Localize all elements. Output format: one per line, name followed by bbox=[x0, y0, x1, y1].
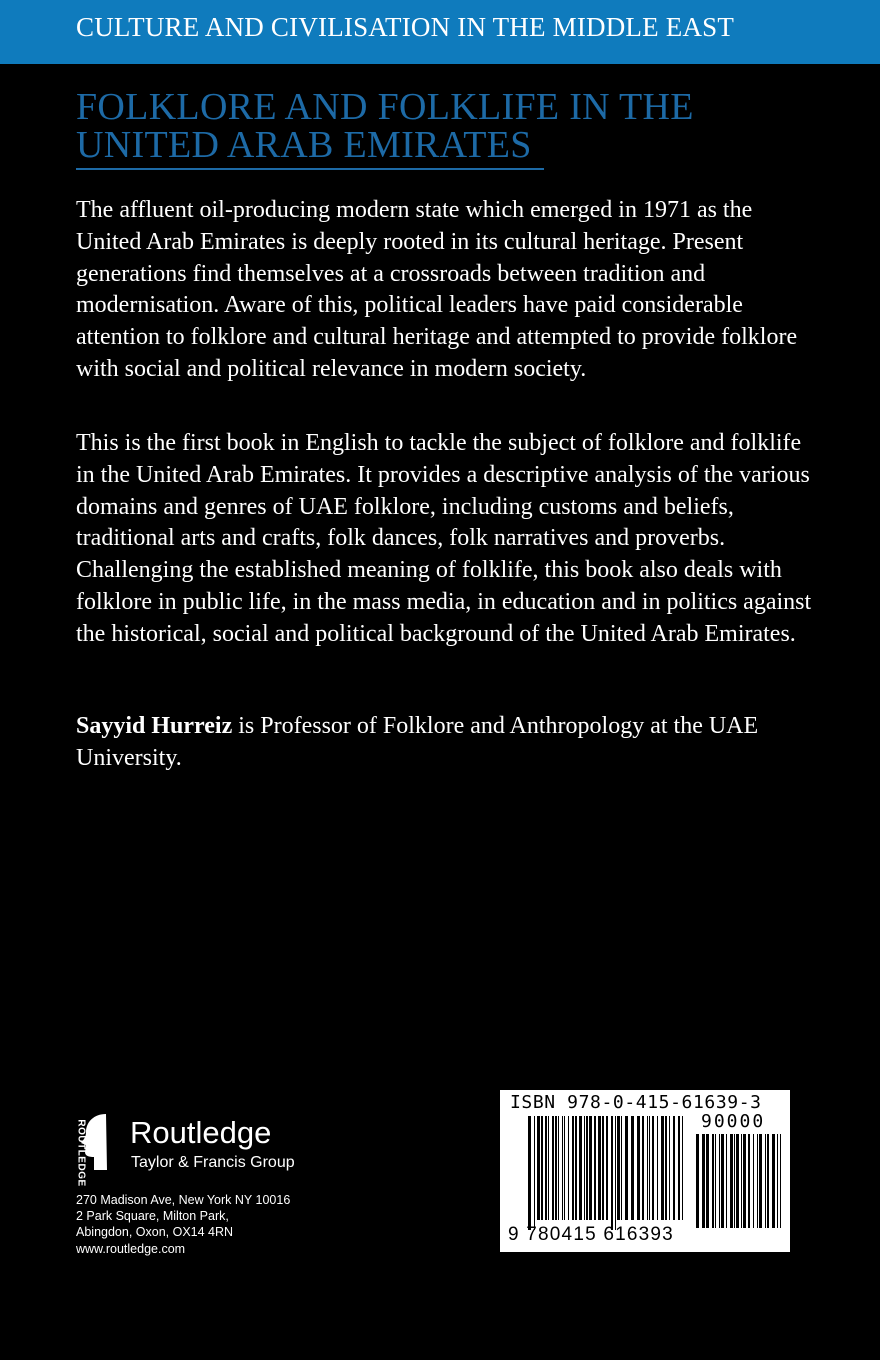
barcode-bar bbox=[564, 1116, 565, 1220]
barcode-bar bbox=[611, 1116, 613, 1230]
barcode-bar bbox=[743, 1134, 746, 1228]
publisher-vertical-label: ROUTLEDGE bbox=[75, 1119, 87, 1187]
barcode-bar bbox=[712, 1134, 714, 1228]
barcode-bar bbox=[615, 1116, 616, 1230]
barcode-bar bbox=[682, 1116, 683, 1220]
barcode-bar bbox=[534, 1116, 535, 1230]
barcode-bar bbox=[548, 1116, 549, 1220]
address-line: Abingdon, Oxon, OX14 4RN bbox=[76, 1225, 234, 1240]
barcode-bar bbox=[598, 1116, 601, 1220]
barcode-bar bbox=[575, 1116, 577, 1220]
barcode-bar bbox=[780, 1134, 781, 1228]
barcode-bar bbox=[602, 1116, 604, 1220]
author-bio-text: is Professor of Folklore and Anthropology at the UAE University. bbox=[76, 713, 759, 771]
barcode-bar bbox=[736, 1134, 739, 1228]
barcode-bar bbox=[741, 1134, 742, 1228]
barcode-box bbox=[500, 1090, 790, 1252]
barcode-bar bbox=[637, 1116, 640, 1220]
barcode-bar bbox=[647, 1116, 648, 1220]
book-title-line-1: FOLKLORE AND FOLKLIFE IN THE bbox=[76, 86, 694, 128]
publisher-name: Routledge bbox=[130, 1115, 272, 1150]
barcode-bar bbox=[702, 1134, 705, 1228]
barcode-bar bbox=[748, 1134, 750, 1228]
barcode-bar bbox=[772, 1134, 775, 1228]
barcode-bar bbox=[730, 1134, 733, 1228]
barcode-bar bbox=[669, 1116, 670, 1220]
barcode-bar bbox=[652, 1116, 654, 1220]
main-barcode-bars bbox=[528, 1116, 683, 1230]
barcode-bar bbox=[759, 1134, 762, 1228]
barcode-bar bbox=[673, 1116, 675, 1220]
barcode-bar bbox=[642, 1116, 644, 1220]
addon-barcode-bars bbox=[696, 1134, 781, 1228]
book-title bbox=[76, 88, 836, 164]
publisher-address bbox=[76, 1192, 290, 1257]
barcode-bar bbox=[721, 1134, 724, 1228]
barcode-bar bbox=[631, 1116, 634, 1220]
author-name: Sayyid Hurreiz bbox=[76, 713, 233, 739]
barcode-bar bbox=[734, 1134, 735, 1228]
barcode-bar bbox=[657, 1116, 658, 1220]
barcode-bar bbox=[552, 1116, 554, 1220]
title-underline bbox=[76, 168, 544, 170]
barcode-bar bbox=[765, 1134, 766, 1228]
barcode-bar bbox=[617, 1116, 620, 1220]
barcode-bar bbox=[719, 1134, 720, 1228]
barcode-bar bbox=[586, 1116, 588, 1220]
barcode-bar bbox=[555, 1116, 557, 1220]
barcode-bar bbox=[594, 1116, 596, 1220]
barcode-bar bbox=[545, 1116, 547, 1220]
description-paragraph-2: This is the first book in English to tackle the subject of folklore and folklife in the United Arab Emirates. It provides a descriptive analysis of the various domains and genres of UAE folklore, including customs and beliefs, traditional arts and crafts, folk dances, folk narratives and proverbs. Challenging the established meaning of folklife, this book also deals with folklore in public life, in the mass media, in education and in politics against the historical, social and political background of the United Arab Emirates. bbox=[76, 430, 812, 647]
barcode-bar bbox=[649, 1116, 650, 1220]
barcode-bar bbox=[589, 1116, 592, 1220]
barcode-bar bbox=[528, 1116, 531, 1230]
author-bio bbox=[76, 711, 816, 775]
publisher-group: Taylor & Francis Group bbox=[131, 1154, 295, 1171]
barcode-bar bbox=[753, 1134, 754, 1228]
description-paragraph-1: The affluent oil-producing modern state which emerged in 1971 as the United Arab Emirates is deeply rooted in its cultural heritage. Present generations find themselves at a crossroads between tradition and modernisation. Aware of this, political leaders have paid considerable attention to folklore and cultural heritage and attempted to provide folklore with social and political relevance in modern society. bbox=[76, 197, 798, 382]
barcode-bar bbox=[696, 1134, 699, 1228]
barcode-bar bbox=[777, 1134, 778, 1228]
barcode-bar bbox=[665, 1116, 667, 1220]
barcode-bar bbox=[757, 1134, 758, 1228]
series-band bbox=[0, 0, 880, 64]
barcode-bar bbox=[537, 1116, 540, 1220]
barcode-bar bbox=[541, 1116, 543, 1220]
book-title-line-2: UNITED ARAB EMIRATES bbox=[76, 124, 532, 166]
barcode-bar bbox=[572, 1116, 574, 1220]
barcode-bar bbox=[606, 1116, 608, 1220]
address-line: 2 Park Square, Milton Park, bbox=[76, 1209, 229, 1224]
address-website: www.routledge.com bbox=[76, 1241, 186, 1256]
barcode-bar bbox=[579, 1116, 582, 1220]
series-title: CULTURE AND CIVILISATION IN THE MIDDLE EAST bbox=[76, 12, 735, 42]
barcode-bar bbox=[625, 1116, 628, 1220]
barcode-bar bbox=[706, 1134, 709, 1228]
price-code: 90000 bbox=[701, 1111, 766, 1132]
barcode-digits: 9 780415 616393 bbox=[508, 1224, 674, 1245]
barcode-bar bbox=[568, 1116, 569, 1220]
barcode-bar bbox=[661, 1116, 664, 1220]
address-line: 270 Madison Ave, New York NY 10016 bbox=[76, 1193, 291, 1207]
barcode-bar bbox=[562, 1116, 563, 1220]
barcode-bar bbox=[726, 1134, 727, 1228]
barcode-bar bbox=[715, 1134, 716, 1228]
barcode-bar bbox=[621, 1116, 622, 1220]
barcode-bar bbox=[584, 1116, 585, 1220]
isbn-label: ISBN 978-0-415-61639-3 bbox=[510, 1092, 762, 1113]
barcode-bar bbox=[767, 1134, 769, 1228]
barcode-bar bbox=[558, 1116, 559, 1220]
barcode-bar bbox=[678, 1116, 680, 1220]
